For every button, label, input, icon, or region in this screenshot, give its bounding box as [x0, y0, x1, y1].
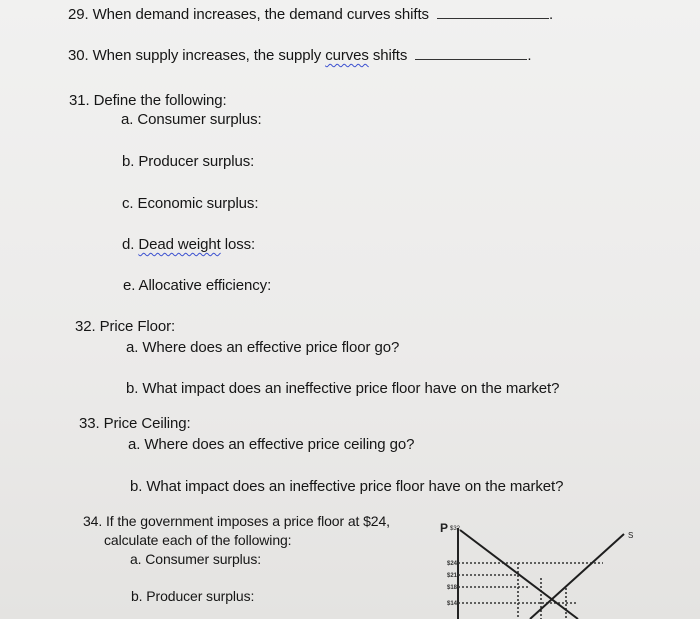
question-31-title: 31. Define the following:: [69, 92, 227, 109]
question-34-b: b. Producer surplus:: [131, 588, 255, 604]
question-33-title: 33. Price Ceiling:: [79, 415, 191, 432]
graph-axis-label: P: [440, 521, 449, 535]
graph-tick-14: $14: [447, 601, 458, 607]
question-34-line1: 34. If the government imposes a price floor at $24,: [83, 513, 390, 529]
question-32-a: a. Where does an effective price floor go?: [126, 339, 400, 356]
question-31-e: e. Allocative efficiency:: [123, 277, 272, 294]
question-34-line2: calculate each of the following:: [104, 532, 292, 548]
answer-blank-29[interactable]: [437, 17, 549, 19]
question-34-a: a. Consumer surplus:: [130, 551, 262, 567]
question-29-text: 29. When demand increases, the demand curves shifts: [68, 6, 429, 23]
question-31-d: [122, 236, 255, 253]
graph-demand-curve: [460, 530, 578, 619]
question-31-d-squiggle: Dead weight: [138, 236, 221, 253]
question-30: [68, 47, 531, 64]
question-32-title: 32. Price Floor:: [75, 318, 176, 335]
graph-tick-21: $21: [447, 573, 458, 579]
graph-supply-curve: [530, 534, 624, 619]
question-31-c: c. Economic surplus:: [122, 195, 259, 212]
question-29-end: .: [549, 6, 554, 23]
graph-tick-18: $18: [447, 585, 458, 591]
question-30-squiggle: curves: [325, 47, 369, 64]
question-32-b: b. What impact does an ineffective price floor have on the market?: [126, 380, 560, 397]
question-29: [68, 6, 553, 23]
question-31-d-pre: d.: [122, 236, 139, 253]
question-33-a: a. Where does an effective price ceiling go?: [128, 436, 415, 453]
question-31-d-post: loss:: [220, 236, 256, 253]
question-33-b: b. What impact does an ineffective price floor have on the market?: [130, 478, 564, 495]
answer-blank-30[interactable]: [415, 58, 527, 60]
graph-supply-label: S: [628, 531, 634, 540]
supply-demand-graph: [438, 518, 700, 619]
question-31-b: b. Producer surplus:: [122, 153, 255, 170]
question-30-pre: 30. When supply increases, the supply: [68, 47, 326, 64]
question-30-post: shifts: [368, 47, 408, 64]
question-30-end: .: [527, 47, 532, 64]
question-31-a: a. Consumer surplus:: [121, 111, 262, 128]
graph-top-tick: $32: [450, 526, 461, 532]
graph-tick-24: $24: [447, 561, 458, 567]
